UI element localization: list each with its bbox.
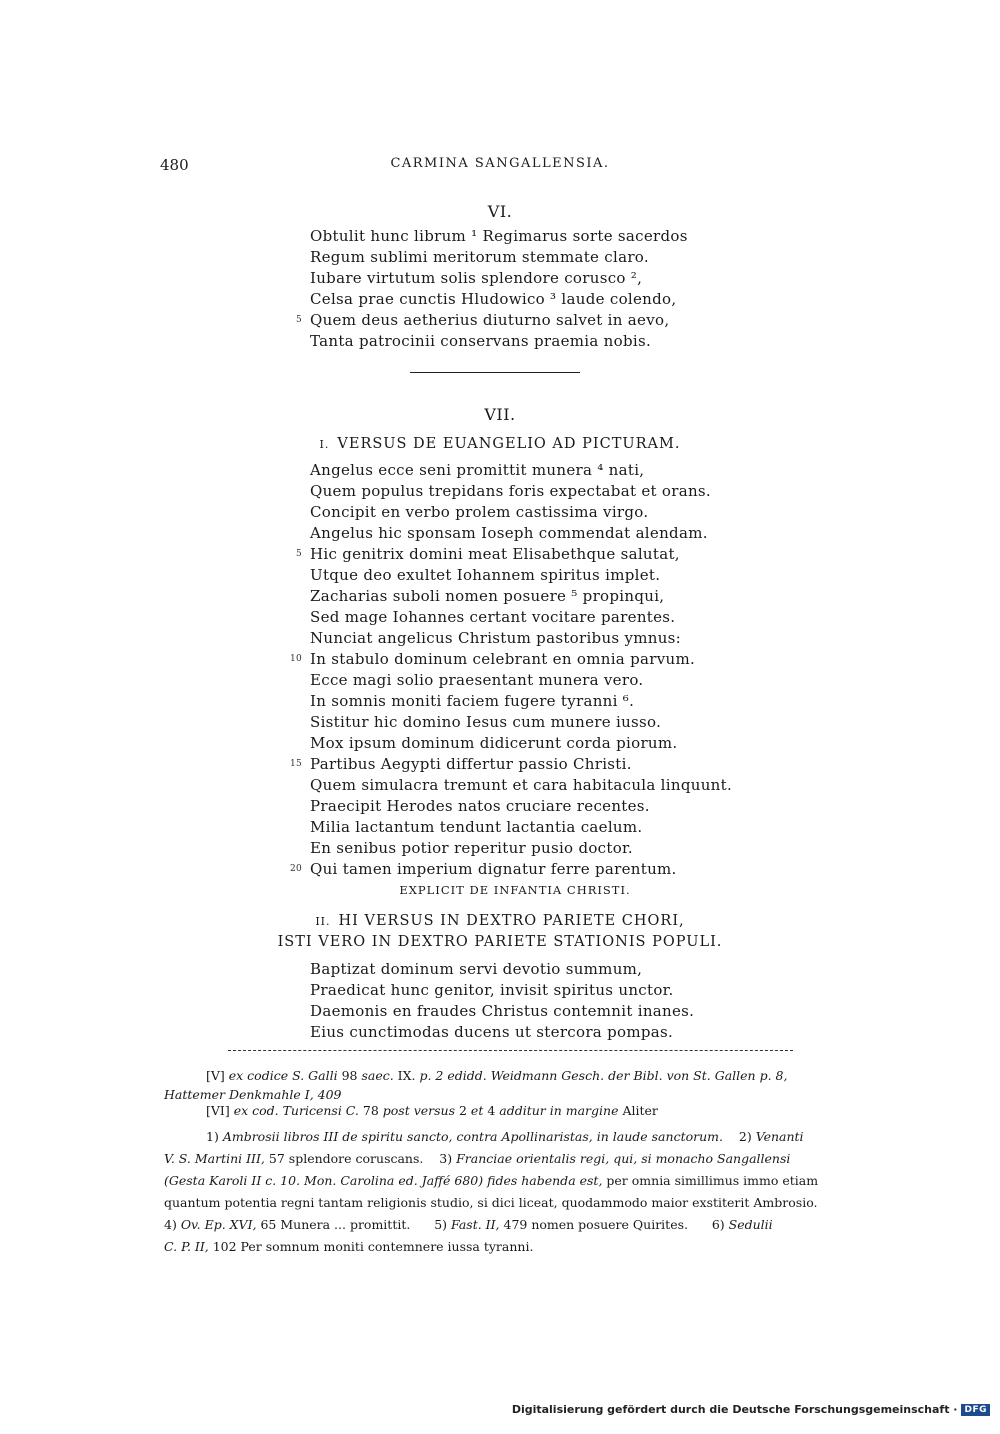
verse-text: Concipit en verbo prolem castissima virgo. [310, 503, 649, 521]
poem-vii-part1-line [310, 838, 770, 859]
poem-vii-part1-line [310, 586, 770, 607]
note-3-continued: per omnia simillimus immo etiam [602, 1173, 819, 1188]
poem-vii-part1-line [310, 502, 770, 523]
poem-vii-part1-line [310, 481, 770, 502]
line-number: 20 [289, 864, 302, 874]
note-5-text: 479 nomen posuere Quirites. [499, 1217, 688, 1232]
poem-vii-part2-line [310, 980, 770, 1001]
verse-text: Iubare virtutum solis splendore corusco ², [310, 269, 643, 287]
verse-text: Tanta patrocinii conservans praemia nobis. [310, 332, 652, 350]
verse-text: Quem populus trepidans foris expectabat et orans. [310, 482, 711, 500]
poem-vi-verses [295, 226, 770, 352]
note-6-work: C. P. II, [164, 1239, 209, 1254]
line-number: 10 [289, 654, 302, 664]
poem-vii-part2-line [310, 1001, 770, 1022]
note-2-author: Venanti [755, 1129, 804, 1144]
verse-text: Utque deo exultet Iohannem spiritus implet. [310, 566, 661, 584]
verse-text: Ecce magi solio praesentant munera vero. [310, 671, 644, 689]
footnote-line-1 [164, 1126, 836, 1148]
note-2-work: V. S. Martini III, [164, 1151, 265, 1166]
verse-text: Partibus Aegypti differtur passio Christi. [310, 755, 632, 773]
poem-vi-line [310, 289, 770, 310]
poem-vii-part1-line [310, 691, 770, 712]
poem-vii-part2-heading-line1 [0, 913, 1000, 929]
apparatus-vi-margin: additur in margine [499, 1103, 619, 1118]
part2-label: II. [315, 915, 331, 928]
poem-vii-part1-line [310, 607, 770, 628]
note-2-marker: 2) [738, 1129, 756, 1144]
line-number: 5 [295, 315, 302, 325]
explicit-line: EXPLICIT DE INFANTIA CHRISTI. [399, 883, 631, 897]
note-3-fides: fides habenda est, [487, 1173, 603, 1188]
poem-vii-part1-line [310, 523, 770, 544]
section-divider [410, 372, 580, 373]
verse-text: Mox ipsum dominum didicerunt corda piorum. [310, 734, 678, 752]
apparatus-v-codex-number: 98 [337, 1068, 362, 1083]
verse-text: Milia lactantum tendunt lactantia caelum. [310, 818, 643, 836]
note-6-marker: 6) [711, 1217, 729, 1232]
verse-text: Praedicat hunc genitor, invisit spiritus unctor. [310, 981, 674, 999]
dfg-logo: DFG [961, 1404, 990, 1416]
poem-vii-part1-line [310, 670, 770, 691]
verse-text: Angelus hic sponsam Ioseph commendat alendam. [310, 524, 708, 542]
part2-title-line1: HI VERSUS IN DEXTRO PARIETE CHORI, [338, 913, 685, 929]
poem-vii-part1-line [289, 859, 770, 880]
verse-text: In somnis moniti faciem fugere tyranni ⁶. [310, 692, 635, 710]
apparatus-vi-post: post versus [382, 1103, 456, 1118]
verse-text: Sistitur hic domino Iesus cum munere iusso. [310, 713, 662, 731]
poem-vi-line [310, 247, 770, 268]
apparatus-vi-verse-2: 2 [455, 1103, 471, 1118]
footnote-line-2 [164, 1148, 836, 1170]
poem-vii-part1-line [310, 796, 770, 817]
poem-vii-number: VII. [484, 405, 516, 424]
footnote-line-3 [164, 1170, 836, 1192]
verse-text: Angelus ecce seni promittit munera ⁴ nati, [310, 461, 645, 479]
note-3-marker: 3) [439, 1151, 457, 1166]
footnote-line-5 [164, 1214, 836, 1236]
verse-text: Regum sublimi meritorum stemmate claro. [310, 248, 649, 266]
apparatus-vi-et: et [470, 1103, 484, 1118]
poem-vii-part2-verses [310, 959, 770, 1043]
verse-text: Zacharias suboli nomen posuere ⁵ propinqui, [310, 587, 665, 605]
note-4-marker: 4) [164, 1217, 181, 1232]
poem-vi-line [310, 331, 770, 352]
part1-label: I. [319, 438, 330, 451]
line-number: 5 [295, 549, 302, 559]
note-6-author: Sedulii [728, 1217, 773, 1232]
poem-vii-part1-heading [0, 436, 1000, 452]
note-2-text: 57 splendore coruscans. [264, 1151, 424, 1166]
footnote-line-6 [164, 1236, 836, 1258]
poem-vii-part1-line [310, 733, 770, 754]
verse-text: Nunciat angelicus Christum pastoribus ymnus: [310, 629, 682, 647]
poem-vii-part1-line [310, 628, 770, 649]
apparatus-vi [164, 1101, 836, 1120]
poem-vii-part1-line [310, 460, 770, 481]
note-6-text: 102 Per somnum moniti contemnere iussa tyranni. [208, 1239, 534, 1254]
page-number: 480 [160, 156, 189, 174]
poem-vii-part1-line [295, 544, 770, 565]
poem-vii-part2-line [310, 959, 770, 980]
poem-vi-line [310, 226, 770, 247]
note-1-marker: 1) [206, 1129, 223, 1144]
apparatus-v-edition: p. 2 edidd. Weidmann Gesch. der Bibl. von St. Gallen p. 8, [419, 1068, 788, 1083]
poem-vii-part1-line [289, 649, 770, 670]
verse-text: Qui tamen imperium dignatur ferre parentum. [310, 860, 677, 878]
poem-vi-line [295, 310, 770, 331]
note-4-work: Ov. Ep. XVI, [180, 1217, 257, 1232]
apparatus-v-label: [V] [206, 1068, 229, 1083]
note-5-work: Fast. II, [451, 1217, 500, 1232]
apparatus-vi-label: [VI] [206, 1103, 234, 1118]
verse-text: Celsa prae cunctis Hludowico ³ laude colendo, [310, 290, 677, 308]
apparatus-v-source: ex codice S. Galli [228, 1068, 338, 1083]
poem-vi-line [310, 268, 770, 289]
footnote-rule [228, 1050, 793, 1051]
apparatus-vi-source: ex cod. Turicensi C. [233, 1103, 359, 1118]
apparatus-v-hattemer: Hattemer Denkmahle I, 409 [164, 1087, 342, 1102]
poem-vii-part2-heading-line2: ISTI VERO IN DEXTRO PARIETE STATIONIS POPULI. [277, 934, 723, 950]
note-3-ending: quantum potentia regni tantam religionis studio, si dici liceat, quodammodo maior exstiterit Ambrosio. [164, 1195, 818, 1210]
verse-text: En senibus potior reperitur pusio doctor. [310, 839, 633, 857]
poem-vii-part1-line [310, 817, 770, 838]
verse-text: Praecipit Herodes natos cruciare recentes. [310, 797, 650, 815]
verse-text: In stabulo dominum celebrant en omnia parvum. [310, 650, 696, 668]
note-1-text: Ambrosii libros III de spiritu sancto, contra Apollinaristas, in laude sanctorum. [222, 1129, 723, 1144]
running-head [160, 156, 840, 178]
running-title: CARMINA SANGALLENSIA. [390, 156, 610, 171]
dfg-credit [512, 1403, 990, 1416]
poem-vi-number: VI. [487, 202, 513, 221]
verse-text: Daemonis en fraudes Christus contemnit inanes. [310, 1002, 695, 1020]
part1-title: VERSUS DE EUANGELIO AD PICTURAM. [337, 436, 681, 452]
apparatus-vi-aliter: Aliter [618, 1103, 658, 1118]
verse-text: Eius cunctimodas ducens ut stercora pompas. [310, 1023, 674, 1041]
apparatus-v-saec: saec. [361, 1068, 394, 1083]
verse-text: Quem deus aetherius diuturno salvet in aevo, [310, 311, 670, 329]
verse-text: Hic genitrix domini meat Elisabethque salutat, [310, 545, 680, 563]
apparatus-vi-codex-number: 78 [358, 1103, 383, 1118]
line-number: 15 [289, 759, 302, 769]
poem-vii-part1-line [310, 775, 770, 796]
poem-vii-part1-line [310, 712, 770, 733]
note-5-marker: 5) [434, 1217, 451, 1232]
poem-vii-part1-line [289, 754, 770, 775]
apparatus-v [164, 1066, 836, 1104]
footnotes [164, 1126, 836, 1258]
poem-vii-part2-line [310, 1022, 770, 1043]
poem-vii-part1-line [310, 565, 770, 586]
dfg-credit-text: Digitalisierung gefördert durch die Deutsche Forschungsgemeinschaft · [511, 1403, 958, 1416]
verse-text: Obtulit hunc librum ¹ Regimarus sorte sacerdos [310, 227, 688, 245]
note-4-text: 65 Munera ... promittit. [256, 1217, 411, 1232]
apparatus-v-century: IX. [393, 1068, 420, 1083]
apparatus-vi-verse-4: 4 [483, 1103, 500, 1118]
poem-vii-part1-verses [289, 460, 770, 880]
verse-text: Sed mage Iohannes certant vocitare parentes. [310, 608, 676, 626]
verse-text: Baptizat dominum servi devotio summum, [310, 960, 643, 978]
footnote-line-4 [164, 1192, 836, 1214]
note-3-source: (Gesta Karoli II c. 10. Mon. Carolina ed. Jaffé 680) [164, 1173, 484, 1188]
verse-text: Quem simulacra tremunt et cara habitacula linquunt. [310, 776, 733, 794]
note-3-text: Franciae orientalis regi, qui, si monacho Sangallensi [456, 1151, 791, 1166]
